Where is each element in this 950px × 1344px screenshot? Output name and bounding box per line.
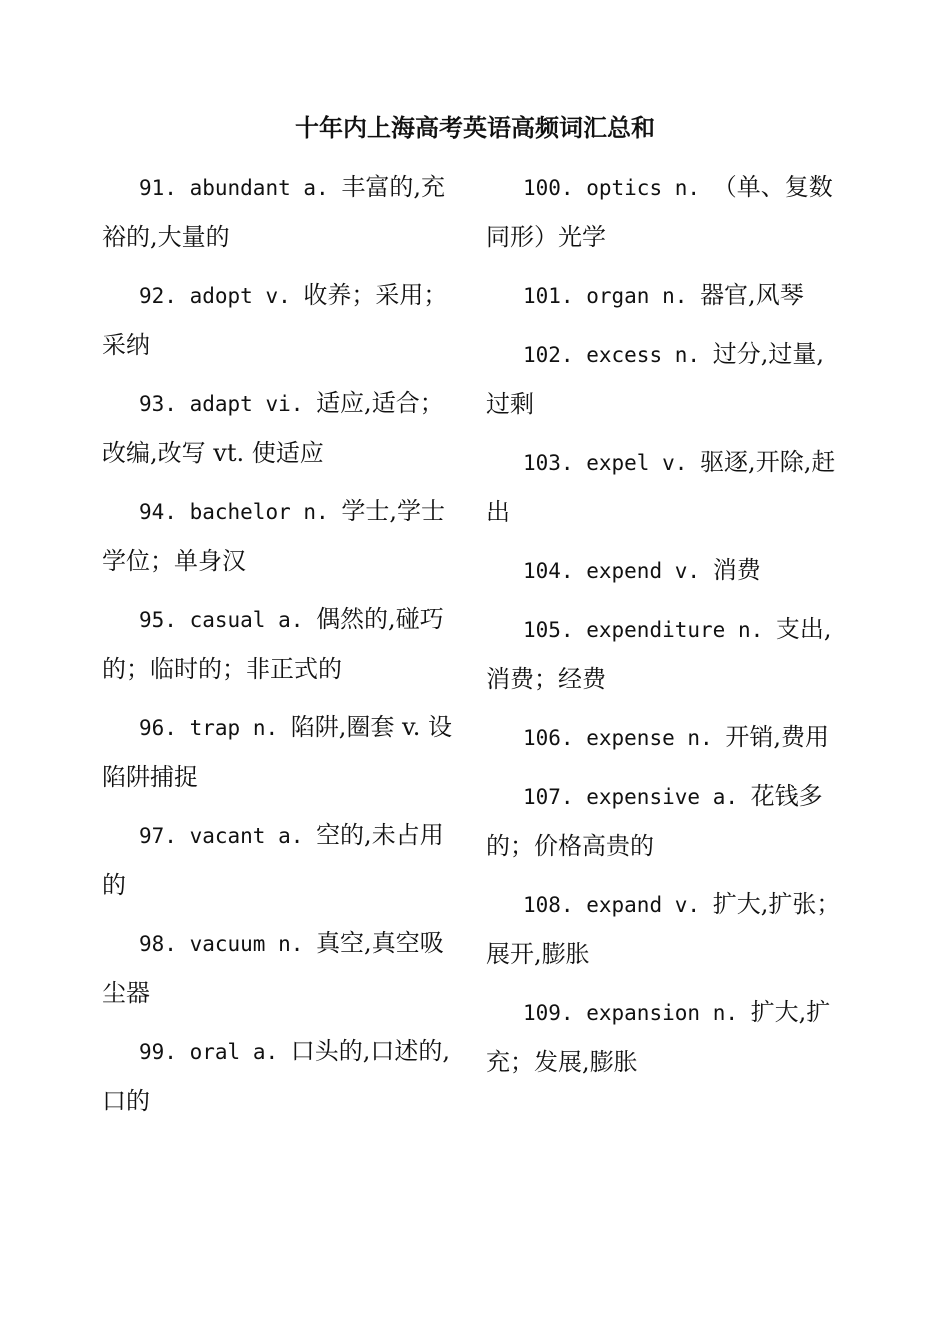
entry-number: 108. [523, 893, 574, 917]
entry-pos: n. [278, 932, 304, 956]
entry-meaning: 花钱多的；价格高贵的 [486, 782, 823, 860]
entry-meaning: 口头的,口述的,口的 [102, 1037, 451, 1115]
entry-pos: n. [737, 618, 764, 642]
entry-number: 107. [523, 785, 574, 809]
vocab-entry-94 [102, 487, 454, 586]
entry-meaning: 陷阱,圈套 v. 设陷阱捕捉 [102, 713, 453, 791]
entry-number: 98. [139, 932, 177, 956]
entry-meaning: 支出,消费；经费 [486, 615, 832, 693]
page-title: 十年内上海高考英语高频词汇总和 [295, 113, 655, 142]
entry-pos: a. [252, 1040, 279, 1064]
vocab-entry-105 [486, 605, 842, 704]
vocab-entry-103 [486, 438, 842, 537]
vocab-entry-104 [486, 546, 842, 596]
entry-word: abundant [189, 176, 291, 200]
vocab-entry-91 [102, 163, 454, 262]
vocab-entry-96 [102, 703, 454, 802]
vocab-entry-93 [102, 379, 454, 478]
vocab-entry-107 [486, 772, 842, 871]
entry-pos: n. [252, 716, 279, 740]
entry-pos: a. [278, 608, 304, 632]
entry-word: excess [586, 343, 663, 367]
entry-number: 99. [139, 1040, 177, 1064]
entry-pos: v. [265, 284, 291, 308]
entry-number: 104. [523, 559, 574, 583]
entry-meaning: 过分,过量,过剩 [486, 340, 824, 418]
vocab-entry-99 [102, 1027, 454, 1126]
entry-word: expend [586, 559, 663, 583]
entry-meaning: 器官,风琴 [700, 281, 804, 309]
entry-number: 95. [139, 608, 177, 632]
entry-number: 94. [139, 500, 177, 524]
entry-meaning: 偶然的,碰巧的；临时的；非正式的 [102, 605, 444, 683]
entry-pos: vi. [265, 392, 304, 416]
entry-pos: n. [303, 500, 329, 524]
entry-meaning: 学士,学士学位；单身汉 [102, 497, 445, 575]
entry-pos: n. [687, 726, 713, 750]
vocab-entry-109 [486, 988, 842, 1087]
entry-word: adopt [189, 284, 253, 308]
entry-number: 93. [139, 392, 177, 416]
entry-number: 102. [523, 343, 574, 367]
entry-pos: n. [662, 284, 688, 308]
entry-meaning: 扩大,扩张；展开,膨胀 [486, 890, 841, 968]
entry-word: expense [586, 726, 675, 750]
entry-word: expensive [586, 785, 701, 809]
entry-pos: a. [712, 785, 738, 809]
entry-pos: a. [278, 824, 304, 848]
entry-word: casual [189, 608, 266, 632]
vocab-entry-108 [486, 880, 842, 979]
vocab-entry-97 [102, 811, 454, 910]
entry-number: 97. [139, 824, 177, 848]
entry-word: expand [586, 893, 663, 917]
vocab-entry-95 [102, 595, 454, 694]
entry-pos: a. [303, 176, 329, 200]
entry-number: 100. [523, 176, 574, 200]
vocab-entry-98 [102, 919, 454, 1018]
entry-meaning: 驱逐,开除,赶出 [486, 448, 836, 526]
entry-number: 96. [139, 716, 177, 740]
entry-meaning: 收养；采用；采纳 [102, 281, 448, 359]
vocab-entry-102 [486, 330, 842, 429]
entry-meaning: 适应,适合；改编,改写 vt. 使适应 [102, 389, 444, 467]
entry-meaning: 丰富的,充裕的,大量的 [102, 173, 445, 251]
entry-word: expansion [586, 1001, 701, 1025]
vocab-entry-101 [486, 271, 842, 321]
entry-meaning: 消费 [712, 556, 761, 584]
entry-meaning: （单、复数同形）光学 [486, 173, 833, 251]
entry-meaning: 开销,费用 [725, 723, 829, 751]
entry-word: organ [586, 284, 650, 308]
entry-word: bachelor [189, 500, 291, 524]
right-column [486, 163, 842, 1096]
entry-word: oral [189, 1040, 241, 1064]
entry-word: optics [586, 176, 663, 200]
entry-word: adapt [189, 392, 253, 416]
entry-word: vacuum [189, 932, 266, 956]
entry-word: vacant [189, 824, 266, 848]
entry-meaning: 真空,真空吸尘器 [102, 929, 444, 1007]
entry-pos: v. [674, 559, 701, 583]
entry-number: 91. [139, 176, 177, 200]
entry-pos: v. [674, 893, 701, 917]
vocab-entry-92 [102, 271, 454, 370]
entry-number: 109. [523, 1001, 574, 1025]
entry-word: trap [189, 716, 241, 740]
entry-meaning: 扩大,扩充；发展,膨胀 [486, 998, 831, 1076]
entry-pos: n. [712, 1001, 738, 1025]
entry-word: expel [586, 451, 650, 475]
entry-meaning: 空的,未占用的 [102, 821, 444, 899]
entry-number: 106. [523, 726, 574, 750]
vocab-entry-100 [486, 163, 842, 262]
entry-number: 105. [523, 618, 574, 642]
entry-number: 103. [523, 451, 574, 475]
entry-word: expenditure [586, 618, 726, 642]
entry-pos: n. [674, 176, 701, 200]
vocab-entry-106 [486, 713, 842, 763]
entry-number: 92. [139, 284, 177, 308]
entry-pos: n. [674, 343, 701, 367]
left-column [102, 163, 454, 1135]
entry-pos: v. [662, 451, 688, 475]
entry-number: 101. [523, 284, 574, 308]
